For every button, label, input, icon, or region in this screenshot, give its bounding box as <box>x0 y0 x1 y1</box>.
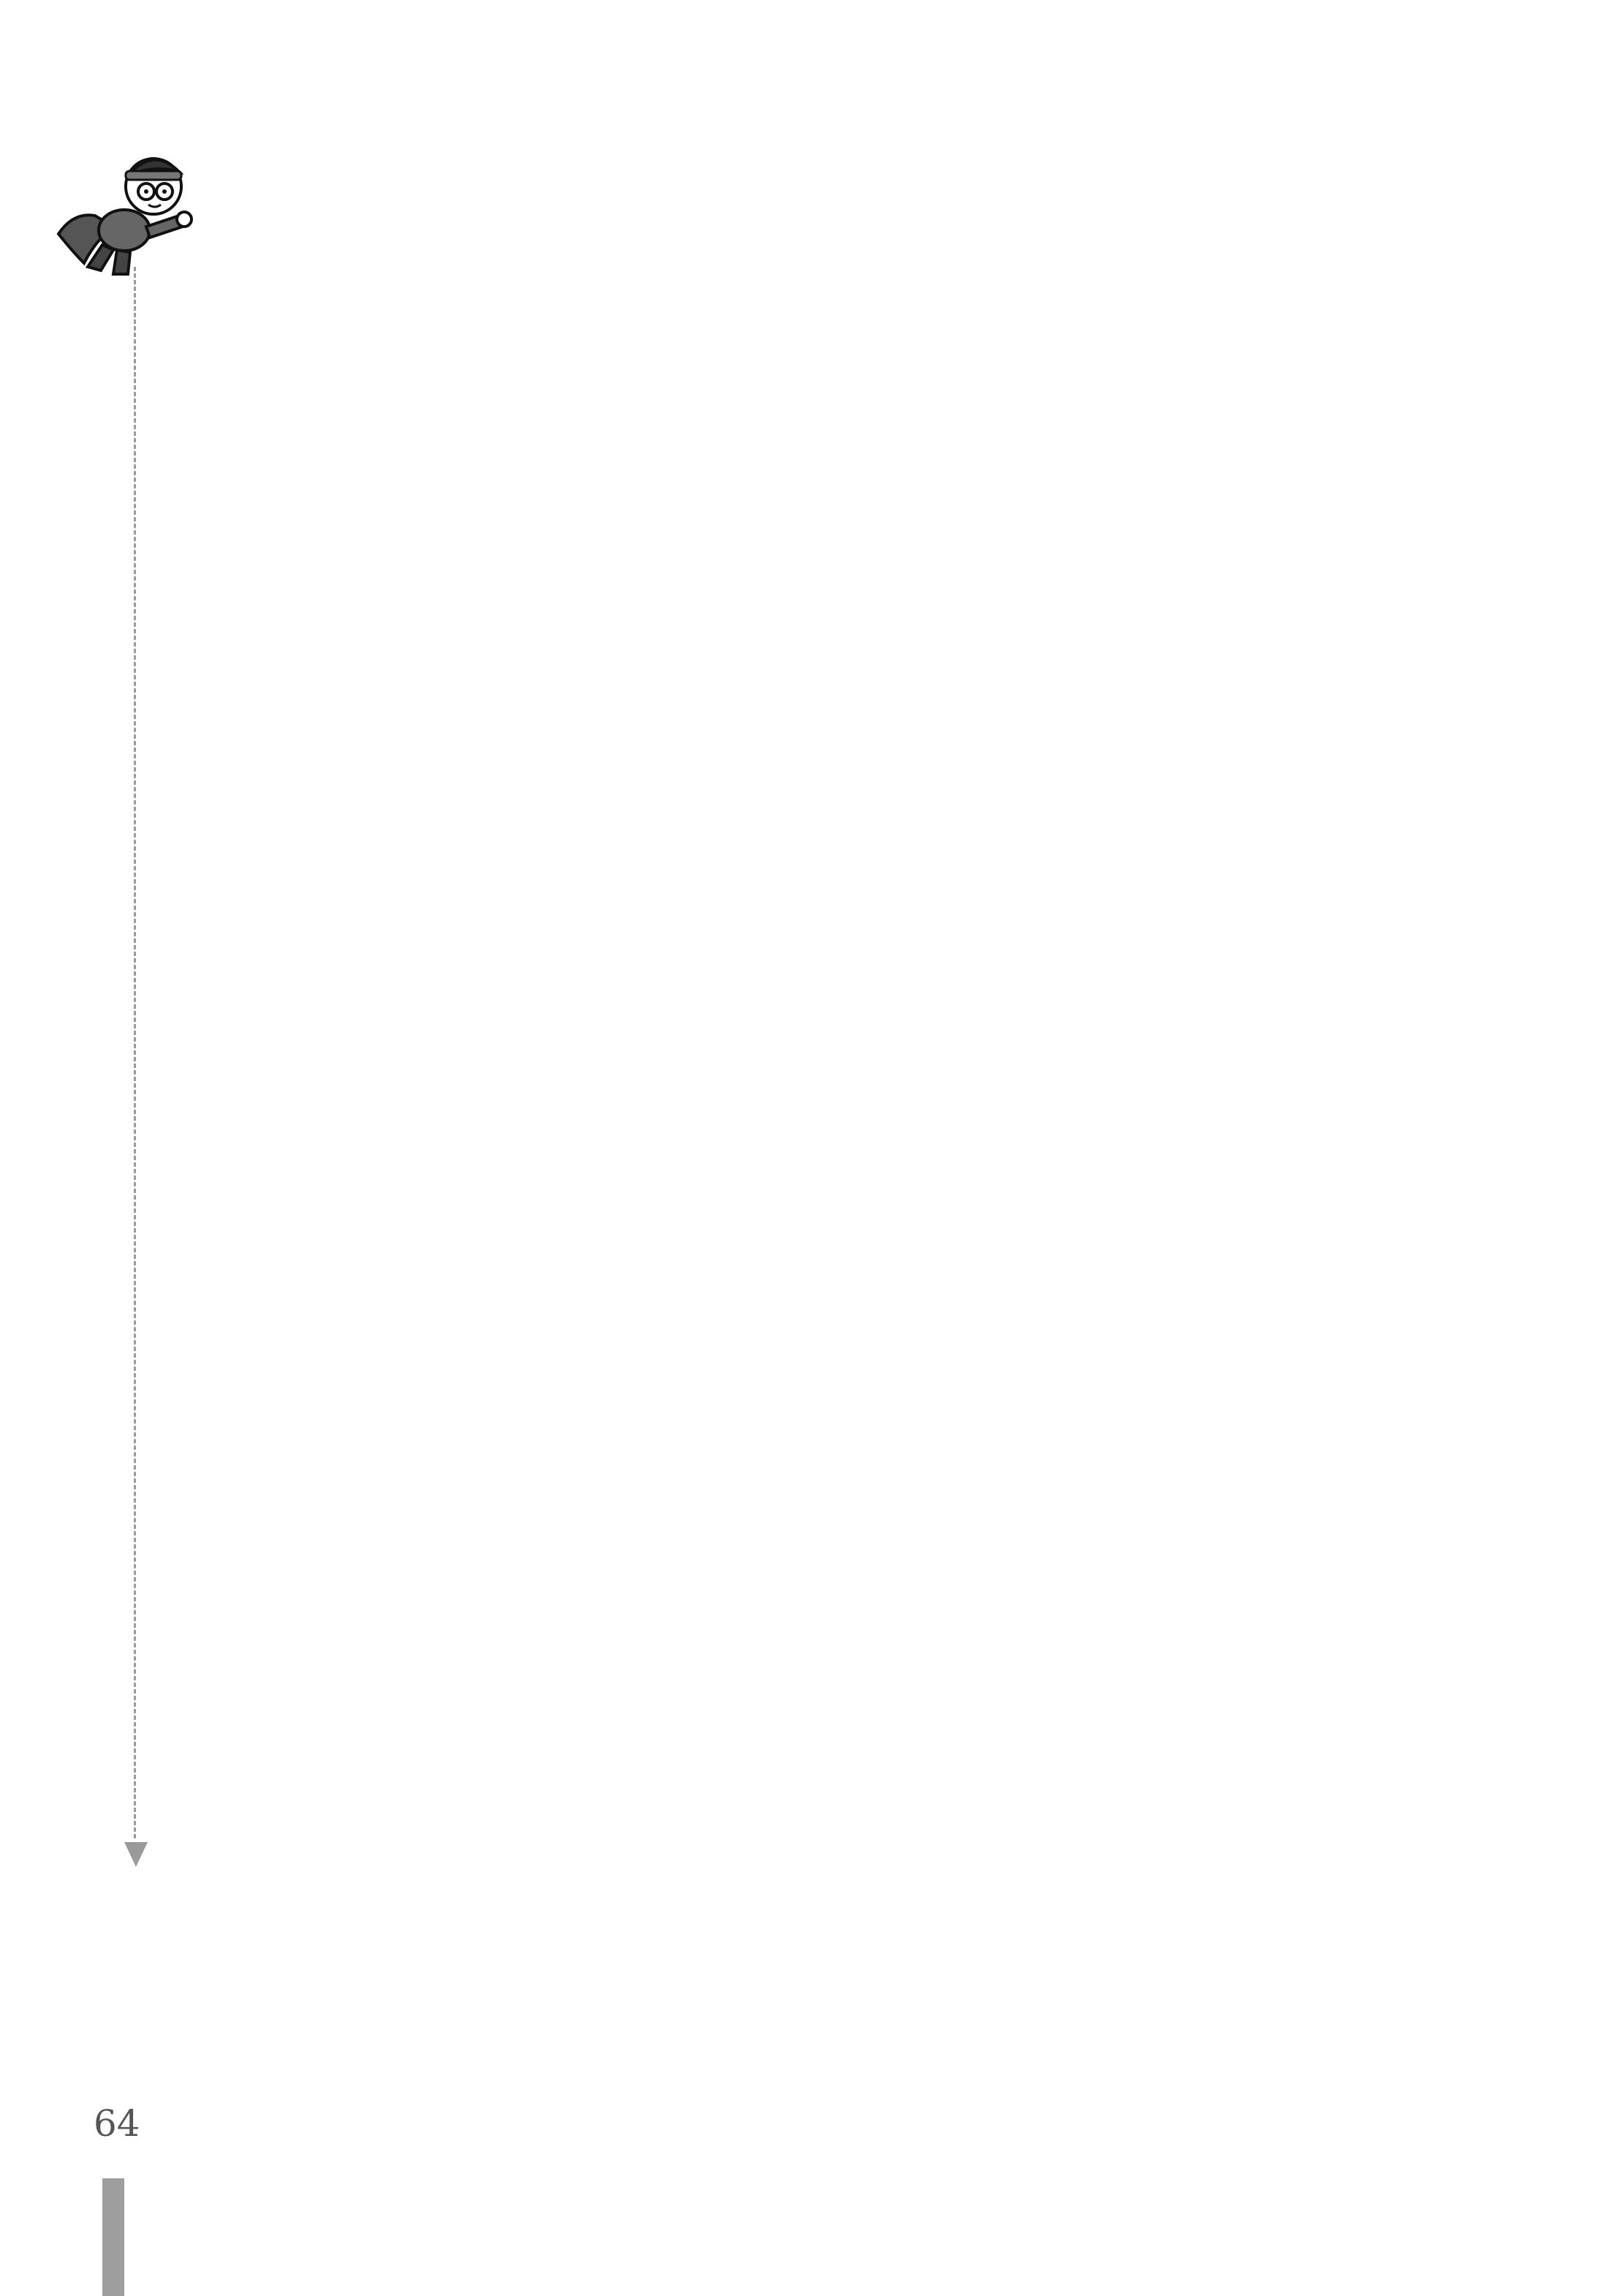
body-text-block <box>322 219 1243 2149</box>
running-header <box>73 219 117 1886</box>
page-number: 64 <box>94 2102 140 2145</box>
header-divider-line <box>134 267 136 1838</box>
side-tab-bar <box>102 2178 124 2296</box>
cartoon-character-icon <box>44 124 205 285</box>
triangle-arrow-icon <box>124 1842 148 1867</box>
